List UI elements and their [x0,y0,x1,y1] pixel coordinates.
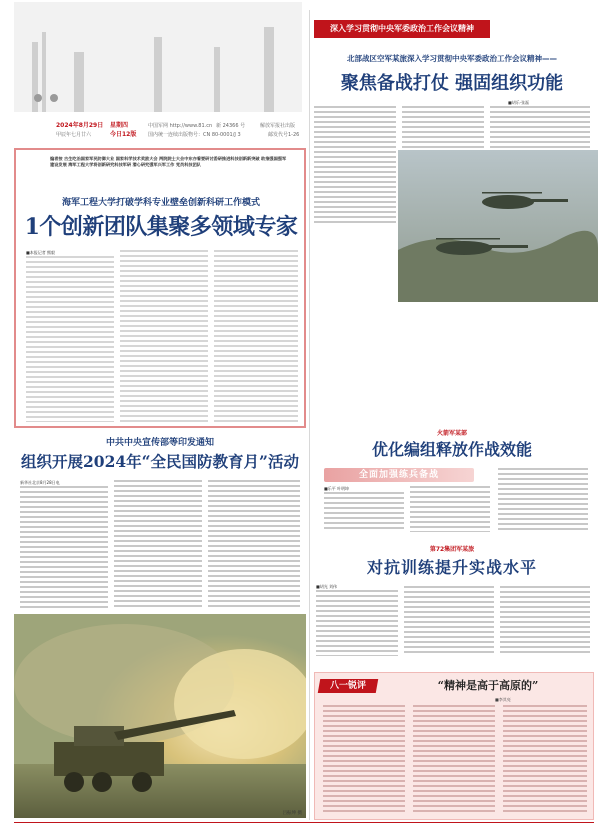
right-mid-headline: 优化编组释放作战效能 [371,440,532,459]
right-top-byline: ■胡乐·张磊 [508,100,530,105]
commentary-headline: “精神是高于高原的” [437,679,539,692]
issue-weekday: 星期四 [110,122,129,129]
commentary-column-1 [323,705,405,815]
issue-lunar: 甲辰年七月廿六 [56,132,92,138]
right-mid-column-2 [410,486,490,532]
banner-title: 深入学习贯彻中央军委政治工作会议精神 [330,24,474,33]
photo-caption: 吕振坤 摄 [282,811,302,816]
banner-title-box [314,20,490,38]
mid-left-headline: 组织开展2024年“全民国防教育月”活动 [21,452,299,471]
right-lower-column-3 [500,586,590,656]
right-lower-column-1 [316,590,398,656]
mid-left-story [14,434,306,612]
right-mid-byline: ■乐平 叶明坤 [324,486,350,491]
mid-left-byline: 新华社北京8月28日电 [20,480,60,485]
lead-story-box [14,148,306,428]
lead-headline: 1个创新团队集聚多领域专家 [24,214,298,240]
website-label: 中国军网 http://www.81.cn [148,123,213,129]
bottom-rule [14,822,594,823]
right-lower-column-2 [404,586,494,656]
commentary-column-3 [503,705,587,815]
lead-intro [50,156,290,186]
issn-label: 国内统一连续出版物号：CN 80-0001/J 3 [148,132,241,138]
right-top-kicker: 北部战区空军某旅深入学习贯彻中央军委政治工作会议精神—— [347,54,557,63]
right-mid-column-3 [498,468,588,532]
issue-page: 今日12版 [110,131,137,138]
commentary-byline: ■李其亮 [495,697,511,702]
mid-left-column-1 [20,486,108,608]
right-top-headline: 聚焦备战打仗 强固组织功能 [340,73,564,94]
commentary-box [314,672,594,820]
lead-subhead: 海军工程大学打破学科专业壁垒创新科研工作模式 [61,198,260,208]
right-mid-story [312,430,592,534]
right-top-column-1 [314,106,396,226]
artillery-photo-image [14,614,306,818]
lead-column-2 [120,250,208,422]
mid-left-kicker: 中共中央宣传部等印发通知 [105,438,214,448]
commentary-brand: 八一锐评 [329,681,366,691]
column-banner [324,468,474,482]
edition-number: 新 24366 号 [216,123,246,129]
postcode: 邮发代号1-26 [268,132,300,138]
issue-date: 2024年8月29日 [56,122,104,129]
right-mid-column-1 [324,492,404,532]
right-lower-kicker: 第72集团军某旅 [429,546,475,553]
lead-column-3 [214,250,298,422]
lead-byline: ■本报记者 熊毅 [26,250,56,255]
right-mid-kicker: 火箭军某部 [436,430,467,437]
right-lower-byline: ■胡光 刘伟 [316,584,338,589]
right-lower-story [312,546,592,662]
lead-intro-text: 编者按 古生吃治国家军民防御大业 国家科学技术奖励大会 两院院士大会中东亦看要研讨委研推进科技创新新突破 助推强国强军建设发展 海军工程大学将创新研究科技军研 潜心研究强军兴军工作 党员科技团队 [50,156,287,167]
commentary-brand-box [318,679,378,693]
artillery-photo [14,614,306,818]
helicopter-photo [398,150,598,302]
column-banner-text: 全面加强练兵备战 [358,470,439,480]
column-divider [309,10,310,820]
lead-column-1 [26,256,114,422]
masthead-info [56,122,302,144]
helicopter-photo-image [398,150,598,302]
mid-left-column-3 [208,480,300,608]
masthead-photo [14,2,302,112]
right-lower-headline: 对抗训练提升实战水平 [366,558,537,577]
masthead-graphic [14,2,302,112]
mid-left-column-2 [114,480,202,608]
publisher: 解放军报社出版 [260,123,296,129]
commentary-column-2 [413,705,495,815]
